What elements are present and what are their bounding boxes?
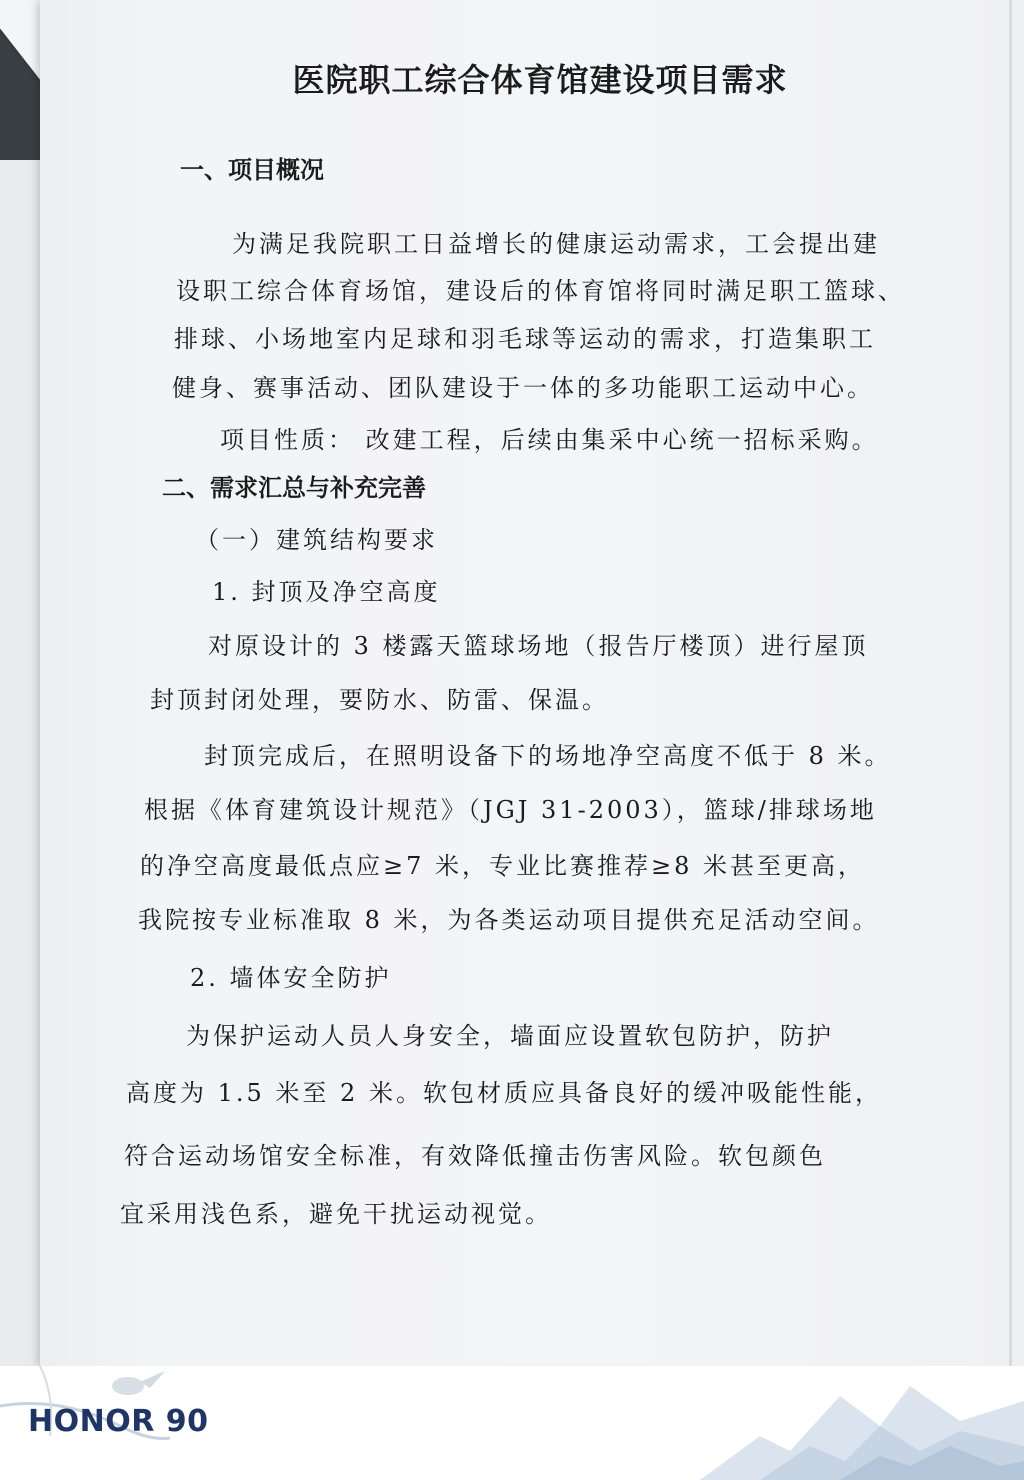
- brand-logo-text: HONOR 90: [28, 1404, 209, 1439]
- item1-para1-line-2: 封顶封闭处理，要防水、防雷、保温。: [150, 686, 609, 714]
- item1-para2-line-3: 的净空高度最低点应≥7 米，专业比赛推荐≥8 米甚至更高，: [140, 852, 866, 880]
- item2-para-line-1: 为保护运动人员人身安全，墙面应设置软包防护，防护: [186, 1022, 834, 1050]
- item1-para2-line-2: 根据《体育建筑设计规范》（JGJ 31-2003），篮球/排球场地: [144, 796, 877, 824]
- item2-para-line-2: 高度为 1.5 米至 2 米。软包材质应具备良好的缓冲吸能性能，: [126, 1079, 882, 1107]
- document-title: 医院职工综合体育馆建设项目需求: [292, 61, 788, 99]
- item1-para2-line-1: 封顶完成后，在照明设备下的场地净空高度不低于 8 米。: [204, 742, 892, 770]
- item2-para-line-3: 符合运动场馆安全标准，有效降低撞击伤害风险。软包颜色: [124, 1142, 826, 1170]
- item2-heading: 2. 墙体安全防护: [190, 964, 392, 992]
- section1-line-2: 设职工综合体育场馆，建设后的体育馆将同时满足职工篮球、: [176, 277, 905, 305]
- section1-line-4: 健身、赛事活动、团队建设于一体的多功能职工运动中心。: [172, 374, 874, 402]
- item1-heading: 1. 封顶及净空高度: [212, 578, 441, 606]
- camera-watermark: [0, 1366, 1024, 1480]
- item2-para-line-4: 宜采用浅色系，避免干扰运动视觉。: [120, 1200, 552, 1228]
- document-body: [40, 0, 1024, 1366]
- project-nature-line: 项目性质： 改建工程，后续由集采中心统一招标采购。: [220, 426, 879, 454]
- document-page: [40, 0, 1024, 1366]
- section1-heading: 一、项目概况: [180, 156, 324, 184]
- section1-line-1: 为满足我院职工日益增长的健康运动需求，工会提出建: [232, 230, 880, 258]
- section1-line-3: 排球、小场地室内足球和羽毛球等运动的需求，打造集职工: [174, 325, 876, 353]
- item1-para1-line-1: 对原设计的 3 楼露天篮球场地（报告厅楼顶）进行屋顶: [208, 632, 869, 660]
- subsection1-heading: （一）建筑结构要求: [195, 526, 438, 554]
- section2-heading: 二、需求汇总与补充完善: [162, 474, 426, 502]
- item1-para2-line-4: 我院按专业标准取 8 米，为各类运动项目提供充足活动空间。: [138, 906, 880, 934]
